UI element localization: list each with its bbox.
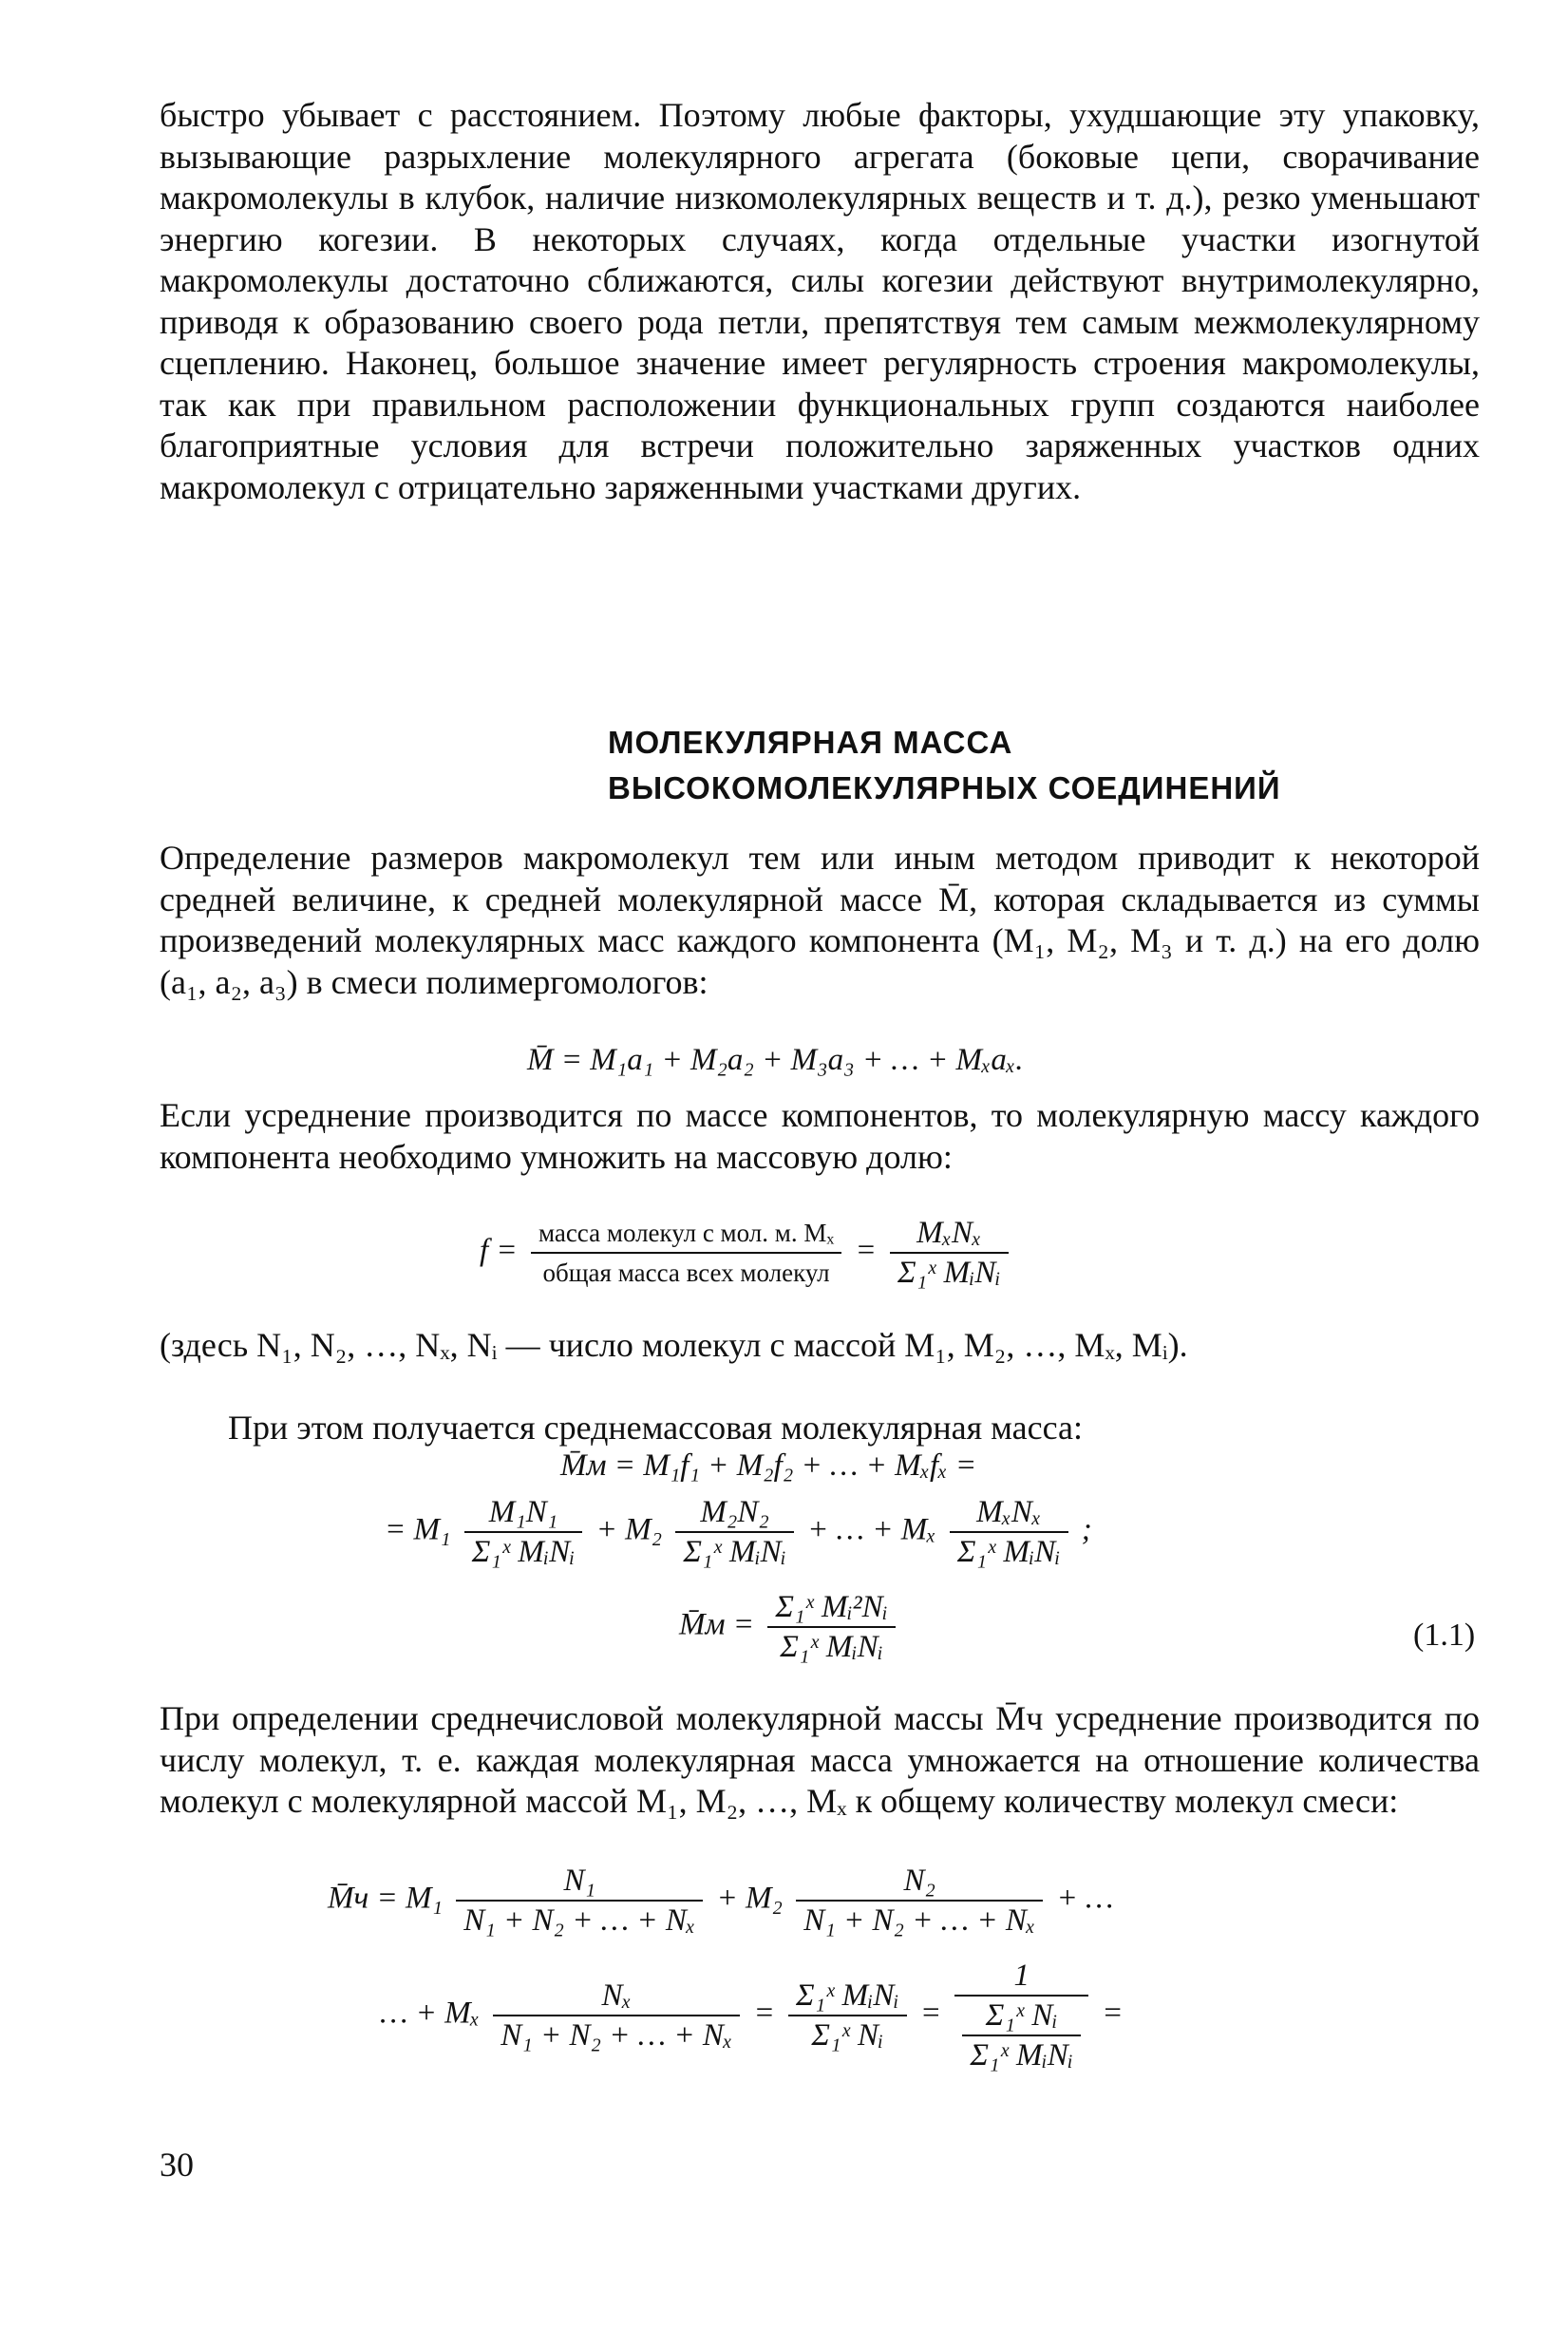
eq2-denominator-symbols: Σ₁ˣ MᵢNᵢ: [897, 1256, 1001, 1290]
eq4-num: Σ₁ˣ Mᵢ²Nᵢ: [767, 1588, 895, 1628]
equation-number: (1.1): [1413, 1618, 1476, 1653]
eq6-term2-den: Σ₁ˣ Nᵢ: [811, 2018, 884, 2053]
eq6-nested-den: Σ₁ˣ MᵢNᵢ: [970, 2038, 1073, 2072]
paragraph-mass-averaging: Если усреднение производится по массе компонентов, то молекулярную массу каждого компонента необходимо умножить на массовую долю:: [160, 1096, 1480, 1176]
eq2-lhs: f =: [480, 1233, 518, 1268]
paragraph-cohesion: быстро убывает с расстоянием. Поэтому любые факторы, ухудшающие эту упаковку, вызывающие разрыхление молекулярного агрегата (боковые цепи, сворачивание макромолекулы в клубок, наличие низкомолекулярных веществ и т. д.), резко уменьшают энергию когезии. В некоторых случаях, когда отдельные участки изогнутой макромолекулы достаточно сближаются, силы когезии действуют внутримолекулярно, приводя к образованию своего рода петли, препятствуя тем самым межмолекулярному сцеплению. Наконец, большое значение имеет регулярность строения макромолекулы, так как при правильном расположении функциональных групп создаются наиболее благоприятные условия для встречи положительно заряженных участков одних макромолекул с отрицательно заряженными участками других.: [160, 96, 1480, 506]
section-heading-line2: ВЫСОКОМОЛЕКУЛЯРНЫХ СОЕДИНЕНИЙ: [608, 770, 1281, 805]
equation-mean-mass: M̄ = M₁a₁ + M₂a₂ + M₃a₃ + … + Mₓaₓ.: [527, 1043, 1024, 1077]
eq6-term1: [493, 1977, 740, 2054]
eq4-den: Σ₁ˣ MᵢNᵢ: [780, 1630, 883, 1664]
eq6-term1-den: N₁ + N₂ + … + Nₓ: [501, 2018, 733, 2053]
equation-number-average-line2: [380, 1957, 1124, 2074]
eq3-term3: [950, 1493, 1068, 1571]
eq3-term1-den: Σ₁ˣ MᵢNᵢ: [471, 1535, 576, 1569]
eq3-term3-num: MₓNₓ: [950, 1493, 1068, 1533]
equals-sign: =: [855, 1233, 877, 1268]
eq5-term1-den: N₁ + N₂ + … + Nₓ: [463, 1903, 696, 1938]
paragraph-definition: Определение размеров макромолекул тем или иным методом приводит к некоторой средней величине, к средней молекулярной массе M̄, которая складывается из суммы произведений молекулярных масс каждого компонента (M₁, M₂, M₃ и т. д.) на его долю (a₁, a₂, a₃) в смеси полимергомологов:: [160, 839, 1480, 1001]
equation-mass-fraction: [480, 1214, 1014, 1292]
eq6-term3: [954, 1957, 1088, 2074]
equation-number-average-line1: [328, 1862, 1113, 1940]
eq3-semicolon: ;: [1081, 1512, 1092, 1547]
eq4-lhs: M̄м =: [679, 1607, 755, 1642]
eq6-nested-num: Σ₁ˣ Nᵢ: [962, 1997, 1081, 2036]
eq5-term2-den: N₁ + N₂ + … + Nₓ: [803, 1903, 1036, 1938]
equation-weight-average-line2: [385, 1493, 1092, 1571]
eq6-term2: [788, 1977, 907, 2054]
paragraph-number-average: При определении среднечисловой молекулярной массы M̄ч усреднение производится по числу молекул, т. е. каждая молекулярная масса умножается на отношение количества молекул с молекулярной массой M₁, M₂, …, Mₓ к общему количеству молекул смеси:: [160, 1699, 1480, 1820]
eq6-term1-num: Nₓ: [493, 1977, 740, 2016]
eq3-term2: [675, 1493, 794, 1571]
eq5-trailing: + …: [1056, 1881, 1114, 1916]
eq6-prefix: … + Mₓ: [380, 1996, 480, 2031]
eq5-plus-m2: + M₂: [716, 1881, 783, 1916]
eq5-term1: [456, 1862, 703, 1940]
equals-sign: =: [753, 1996, 775, 2031]
eq6-term2-num: Σ₁ˣ MᵢNᵢ: [788, 1977, 907, 2016]
section-heading-line1: МОЛЕКУЛЯРНАЯ МАССА: [608, 725, 1013, 760]
eq3-term2-num: M₂N₂: [675, 1493, 794, 1533]
equals-sign: =: [919, 1996, 942, 2031]
eq2-fraction-words: [531, 1214, 841, 1292]
paragraph-notation: (здесь N₁, N₂, …, Nₓ, Nᵢ — число молекул с массой M₁, M₂, …, Mₓ, Mᵢ).: [160, 1326, 1188, 1364]
eq3-term1: [464, 1493, 583, 1571]
eq3-prefix: = M₁: [385, 1512, 451, 1547]
eq3-term2-den: Σ₁ˣ MᵢNᵢ: [683, 1535, 786, 1569]
eq5-term1-num: N₁: [456, 1862, 703, 1902]
eq2-numerator-words: масса молекул с мол. м. Mₓ: [531, 1214, 841, 1254]
eq3-term3-den: Σ₁ˣ MᵢNᵢ: [956, 1535, 1061, 1569]
equation-weight-average-result: [679, 1588, 901, 1666]
equals-sign: =: [1102, 1996, 1124, 2031]
eq4-fraction: [767, 1588, 895, 1666]
eq2-fraction-symbols: [890, 1214, 1009, 1292]
page-number: 30: [160, 2146, 194, 2184]
eq3-ellipsis: + … + Mₓ: [807, 1512, 936, 1547]
eq6-term3-den: [954, 1997, 1088, 2074]
eq5-term2-num: N₂: [796, 1862, 1043, 1902]
equation-weight-average-line1: M̄м = M₁f₁ + M₂f₂ + … + Mₓfₓ =: [560, 1448, 977, 1483]
eq6-nested-fraction: [962, 1997, 1081, 2074]
eq5-term2: [796, 1862, 1043, 1940]
eq5-lhs: M̄ч = M₁: [328, 1881, 443, 1916]
eq3-plus-m2: + M₂: [595, 1512, 663, 1547]
eq2-denominator-words: общая масса всех молекул: [542, 1259, 830, 1287]
eq2-numerator-symbols: MₓNₓ: [890, 1214, 1009, 1254]
eq3-term1-num: M₁N₁: [464, 1493, 583, 1533]
eq6-term3-num: 1: [954, 1957, 1088, 1997]
paragraph-weight-average-intro: При этом получается среднемассовая молекулярная масса:: [228, 1409, 1084, 1447]
